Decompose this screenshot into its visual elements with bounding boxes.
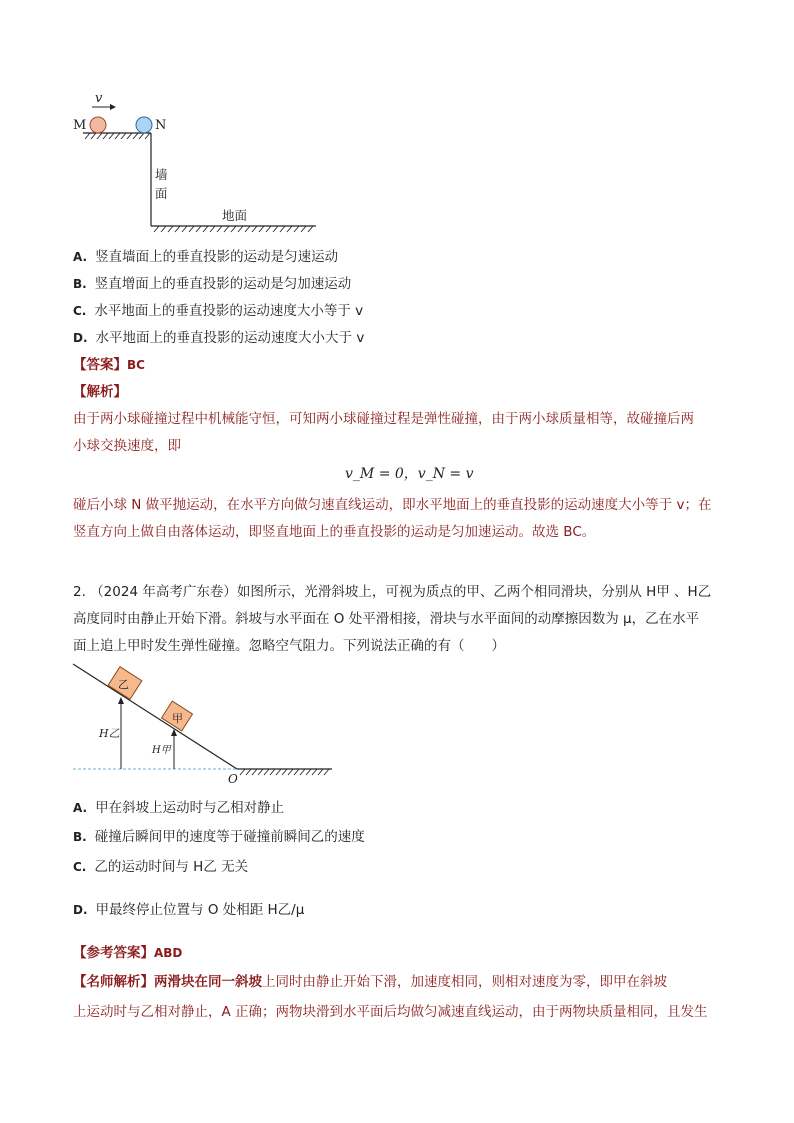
block-jia-label: 甲 xyxy=(172,712,183,725)
ball-n xyxy=(136,117,152,133)
q2-option-c: C. 乙的运动时间与 H乙 无关 xyxy=(73,859,249,875)
q1-option-a: A. 竖直墙面上的垂直投影的运动是匀速运动 xyxy=(73,249,339,265)
label-wall-2: 面 xyxy=(155,186,168,201)
q1-analysis-line2: 小球交换速度，即 xyxy=(73,438,181,454)
label-n: N xyxy=(155,118,167,133)
q1-option-b: B. 竖直增面上的垂直投影的运动是匀加速运动 xyxy=(73,276,352,292)
q2-famous-line2: 上运动时与乙相对静止，A 正确；两物块滑到水平面后均做匀减速直线运动，由于两物块质量相同，且发生 xyxy=(73,1004,708,1020)
q1-analysis-label: 【解析】 xyxy=(73,384,127,400)
fig-incline xyxy=(70,660,340,785)
label-v: v xyxy=(95,91,103,106)
label-wall-1: 墙 xyxy=(155,167,168,182)
ground-hatching-2 xyxy=(240,769,329,775)
height-jia-label: H甲 xyxy=(152,745,171,756)
q1-option-d: D. 水平地面上的垂直投影的运动速度大小大于 v xyxy=(73,330,365,346)
q2-stem-line2: 高度同时由静止开始下滑。斜坡与水平面在 O 处平滑相接，滑块与水平面间的动摩擦因数为 μ，乙在水平 xyxy=(73,611,700,627)
ledge-hatching xyxy=(85,133,150,139)
label-ground: 地面 xyxy=(222,208,248,223)
q1-analysis-line3: 碰后小球 N 做平抛运动，在水平方向做匀速直线运动，即水平地面上的垂直投影的运动速度大小等于 v；在 xyxy=(73,497,712,513)
q2-option-b: B. 碰撞后瞬间甲的速度等于碰撞前瞬间乙的速度 xyxy=(73,829,365,845)
origin-label: O xyxy=(228,772,238,786)
q1-answer: 【答案】BC xyxy=(73,357,145,373)
ground-hatching xyxy=(154,226,313,232)
q2-famous-line1: 【名师解析】两滑块在同一斜坡上同时由静止开始下滑，加速度相同，则相对速度为零，即甲在斜坡 xyxy=(73,974,667,990)
block-yi-label: 乙 xyxy=(118,678,129,691)
q1-option-c: C. 水平地面上的垂直投影的运动速度大小等于 v xyxy=(73,303,364,319)
q2-option-d: D. 甲最终停止位置与 O 处相距 H乙/μ xyxy=(73,902,305,918)
height-yi-arrow xyxy=(118,697,124,704)
q1-analysis-line4: 竖直方向上做自由落体运动，即竖直地面上的垂直投影的运动是匀加速运动。故选 BC。 xyxy=(73,524,596,540)
ball-m xyxy=(90,117,106,133)
q2-option-a: A. 甲在斜坡上运动时与乙相对静止 xyxy=(73,800,285,816)
fig-ball-wall xyxy=(70,88,330,238)
height-yi-label: H乙 xyxy=(99,727,120,740)
label-m: M xyxy=(73,118,87,133)
q1-formula: v_M = 0，v_N = v xyxy=(345,466,474,482)
q1-analysis-line1: 由于两小球碰撞过程中机械能守恒，可知两小球碰撞过程是弹性碰撞，由于两小球质量相等，故碰撞后两 xyxy=(73,411,694,427)
q2-ref-answer: 【参考答案】ABD xyxy=(73,945,183,961)
q2-stem-line3: 面上追上甲时发生弹性碰撞。忽略空气阻力。下列说法正确的有（ ） xyxy=(73,638,505,654)
velocity-arrowhead xyxy=(110,104,116,110)
q2-stem-line1: 2. （2024 年高考广东卷）如图所示，光滑斜坡上，可视为质点的甲、乙两个相同滑块，分别从 H甲 、H乙 xyxy=(73,584,712,600)
